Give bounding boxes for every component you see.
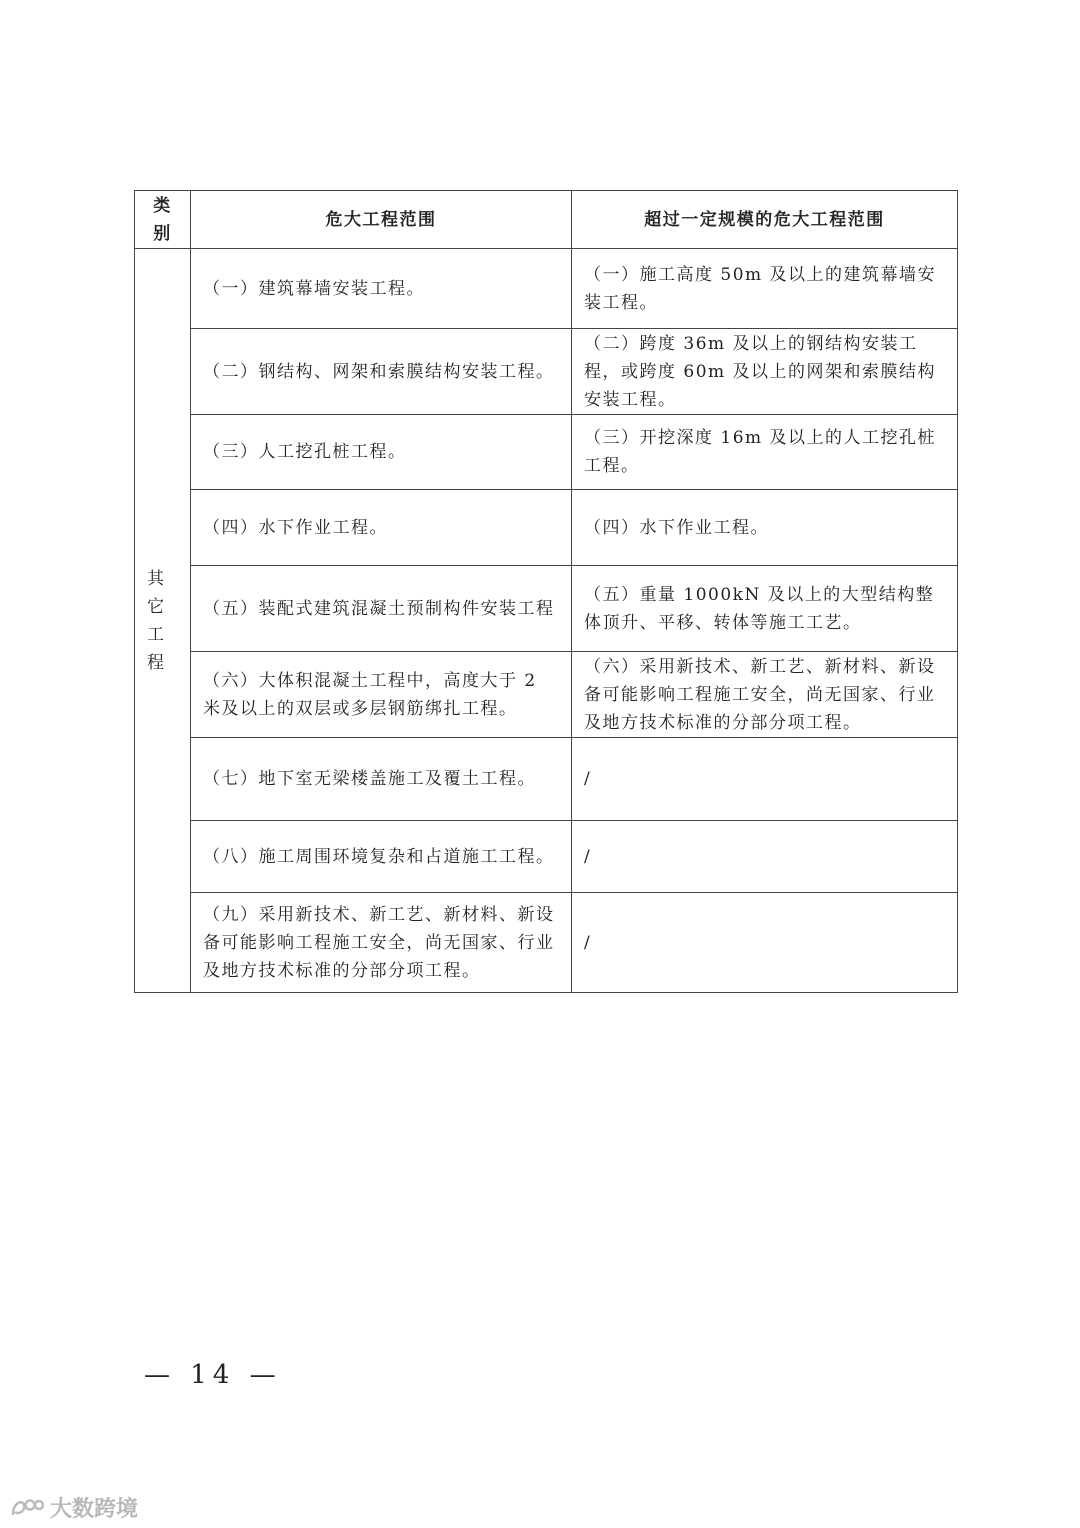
scope-cell: （八）施工周围环境复杂和占道施工工程。 xyxy=(191,821,572,893)
header-scope: 危大工程范围 xyxy=(191,191,572,249)
scope-cell: （三）人工挖孔桩工程。 xyxy=(191,415,572,490)
scope-cell: （一）建筑幕墙安装工程。 xyxy=(191,249,572,329)
over-scope-cell: / xyxy=(572,821,958,893)
table-header-row xyxy=(135,191,958,249)
watermark xyxy=(10,1492,138,1523)
table-row xyxy=(135,329,958,415)
table-row xyxy=(135,249,958,329)
category-cell: 其它工程 xyxy=(135,249,191,993)
over-scope-cell: （一）施工高度 50m 及以上的建筑幕墙安装工程。 xyxy=(572,249,958,329)
over-scope-cell: （六）采用新技术、新工艺、新材料、新设备可能影响工程施工安全，尚无国家、行业及地方技术标准的分部分项工程。 xyxy=(572,652,958,738)
scope-cell: （七）地下室无梁楼盖施工及覆土工程。 xyxy=(191,738,572,821)
scope-cell: （五）装配式建筑混凝土预制构件安装工程 xyxy=(191,566,572,652)
over-scope-cell: / xyxy=(572,738,958,821)
header-category: 类别 xyxy=(135,191,191,249)
scope-cell: （九）采用新技术、新工艺、新材料、新设备可能影响工程施工安全，尚无国家、行业及地方技术标准的分部分项工程。 xyxy=(191,893,572,993)
scope-cell: （二）钢结构、网架和索膜结构安装工程。 xyxy=(191,329,572,415)
table-row xyxy=(135,738,958,821)
table-row xyxy=(135,566,958,652)
over-scope-cell: （二）跨度 36m 及以上的钢结构安装工程，或跨度 60m 及以上的网架和索膜结构安装工程。 xyxy=(572,329,958,415)
table-row xyxy=(135,415,958,490)
hazard-table xyxy=(134,190,958,993)
over-scope-cell: （四）水下作业工程。 xyxy=(572,490,958,566)
table-row xyxy=(135,821,958,893)
table-row xyxy=(135,490,958,566)
dashuju-logo-icon xyxy=(10,1495,44,1521)
table-row xyxy=(135,652,958,738)
over-scope-cell: （五）重量 1000kN 及以上的大型结构整体顶升、平移、转体等施工工艺。 xyxy=(572,566,958,652)
scope-cell: （六）大体积混凝土工程中，高度大于 2 米及以上的双层或多层钢筋绑扎工程。 xyxy=(191,652,572,738)
table-row xyxy=(135,893,958,993)
over-scope-cell: （三）开挖深度 16m 及以上的人工挖孔桩工程。 xyxy=(572,415,958,490)
scope-cell: （四）水下作业工程。 xyxy=(191,490,572,566)
watermark-text: 大数跨境 xyxy=(50,1497,139,1522)
header-over-scope: 超过一定规模的危大工程范围 xyxy=(572,191,958,249)
over-scope-cell: / xyxy=(572,893,958,993)
page-number: — 14 — xyxy=(144,1360,282,1390)
